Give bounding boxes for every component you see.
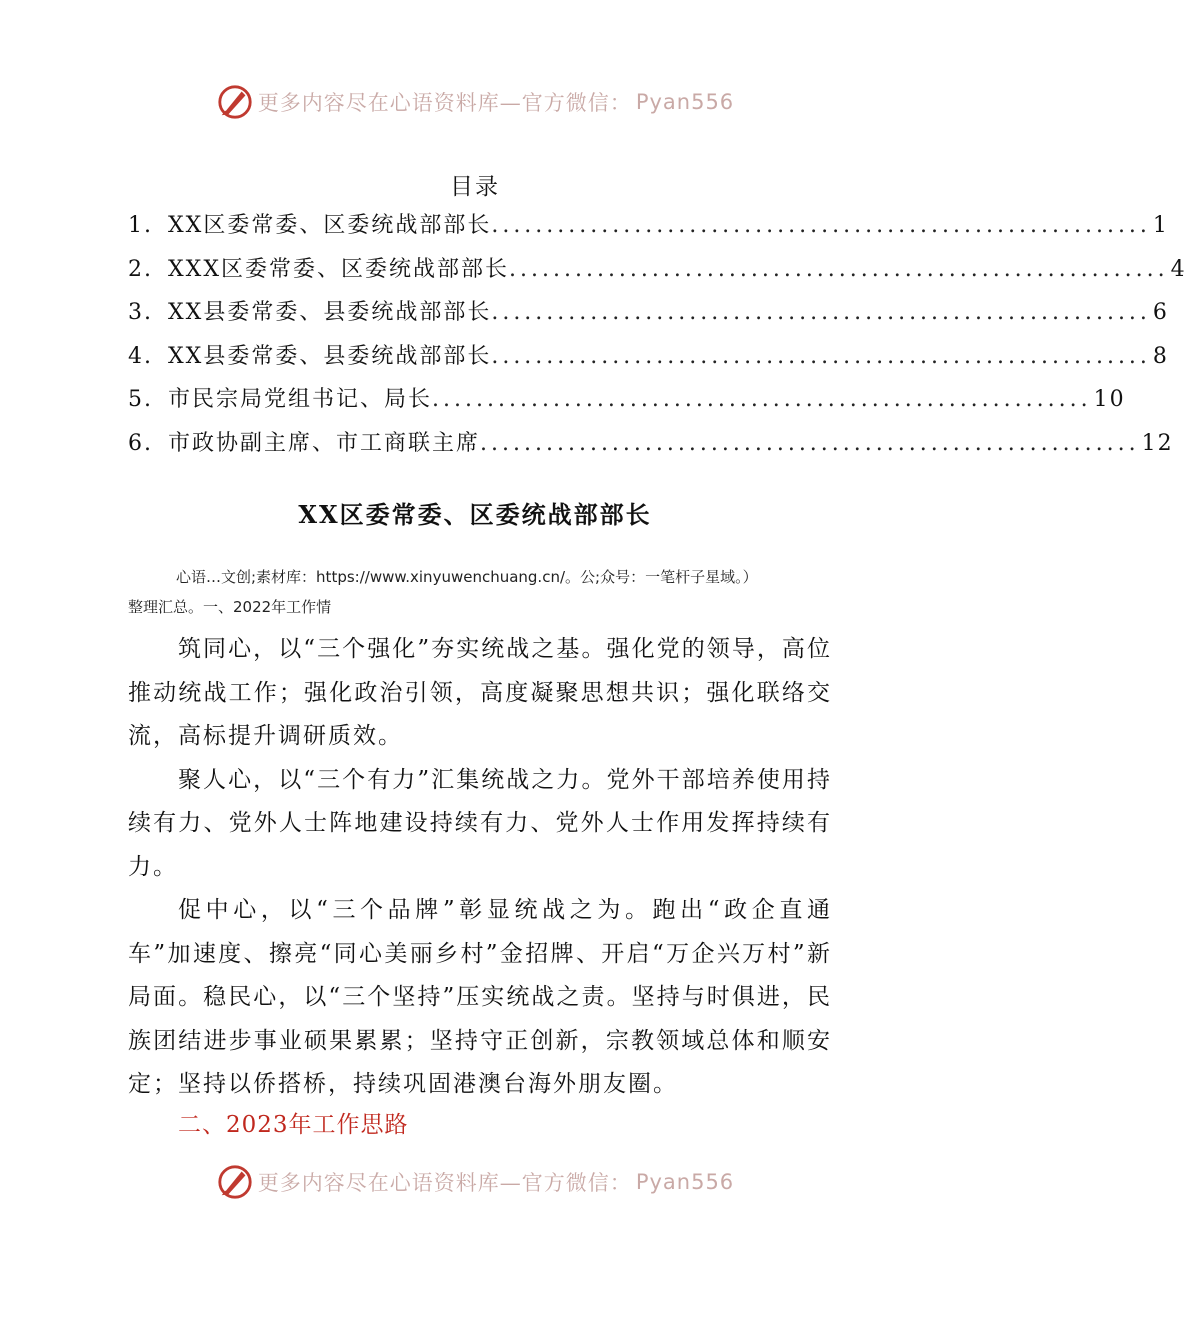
- toc-item[interactable]: [128, 295, 1169, 339]
- toc-leader-dots: ............................................................: [491, 213, 1151, 238]
- toc-item-page: 12: [1141, 430, 1174, 456]
- toc-item-number: 5.: [128, 387, 153, 413]
- banner-text: 更多内容尽在心语资料库—官方微信：: [257, 1171, 632, 1195]
- toc-item-number: 1.: [128, 213, 153, 238]
- toc-item-page: 10: [1093, 387, 1126, 413]
- toc-leader-dots: ............................................................: [480, 430, 1140, 456]
- source-note-line-1: 心语…文创;素材库：https://www.xinyuwenchuang.cn/。公;众号：一笔杆子星域。）: [176, 568, 758, 586]
- toc-item-number: 2.: [128, 256, 153, 282]
- toc-item-label: XX区委常委、区委统战部部长: [168, 213, 492, 238]
- toc-item-number: 6.: [128, 430, 153, 456]
- toc-item-number: 4.: [128, 343, 153, 369]
- toc-item-label: 市民宗局党组书记、局长: [168, 387, 433, 413]
- toc-leader-dots: ............................................................: [432, 387, 1092, 413]
- toc-item-label: XXX区委常委、区委统战部部长: [168, 256, 509, 282]
- toc-item[interactable]: [128, 252, 1187, 296]
- toc-item-number: 3.: [128, 300, 153, 326]
- watermark-banner-top: [0, 80, 950, 124]
- document-body: [128, 628, 832, 1107]
- toc-title: 目录: [450, 174, 500, 200]
- body-paragraph: 筑同心，以“三个强化”夯实统战之基。强化党的领导，高位推动统战工作；强化政治引领，高度凝聚思想共识；强化联络交流，高标提升调研质效。: [128, 636, 832, 749]
- table-of-contents: [128, 208, 1187, 470]
- pen-logo-icon: [216, 83, 254, 121]
- source-note-line-2: 整理汇总。一、2022年工作情: [128, 598, 332, 616]
- toc-item-label: XX县委常委、县委统战部部长: [168, 343, 492, 369]
- toc-item-label: 市政协副主席、市工商联主席: [168, 430, 481, 456]
- toc-item-page: 8: [1152, 343, 1169, 369]
- body-paragraph: 促中心，以“三个品牌”彰显统战之为。跑出“政企直通车”加速度、擦亮“同心美丽乡村”金招牌、开启“万企兴万村”新局面。稳民心，以“三个坚持”压实统战之责。坚持与时俱进，民族团结进步事业硕果累累；坚持守正创新，宗教领域总体和顺安定；坚持以侨搭桥，持续巩固港澳台海外朋友圈。: [128, 897, 832, 1097]
- banner-wechat-id: Pyan556: [635, 1170, 735, 1194]
- toc-item-page: 1: [1152, 213, 1169, 238]
- banner-wechat-id: Pyan556: [635, 90, 735, 114]
- toc-item[interactable]: [128, 382, 1126, 426]
- body-paragraph: 聚人心，以“三个有力”汇集统战之力。党外干部培养使用持续有力、党外人士阵地建设持续有力、党外人士作用发挥持续有力。: [128, 766, 832, 880]
- toc-leader-dots: ............................................................: [491, 300, 1151, 326]
- toc-leader-dots: ............................................................: [491, 343, 1151, 369]
- banner-text: 更多内容尽在心语资料库—官方微信：: [257, 91, 632, 115]
- pen-logo-icon: [216, 1163, 254, 1201]
- toc-item-page: 6: [1152, 300, 1169, 326]
- toc-item-page: 4: [1170, 256, 1187, 282]
- section-heading: 二、2023年工作思路: [178, 1112, 409, 1138]
- document-title: XX区委常委、区委统战部部长: [298, 500, 652, 529]
- toc-item[interactable]: [128, 339, 1169, 383]
- toc-item[interactable]: [128, 208, 1169, 252]
- watermark-banner-bottom: [0, 1160, 950, 1204]
- toc-item[interactable]: [128, 426, 1174, 470]
- toc-leader-dots: ............................................................: [509, 256, 1169, 282]
- toc-item-label: XX县委常委、县委统战部部长: [168, 300, 492, 326]
